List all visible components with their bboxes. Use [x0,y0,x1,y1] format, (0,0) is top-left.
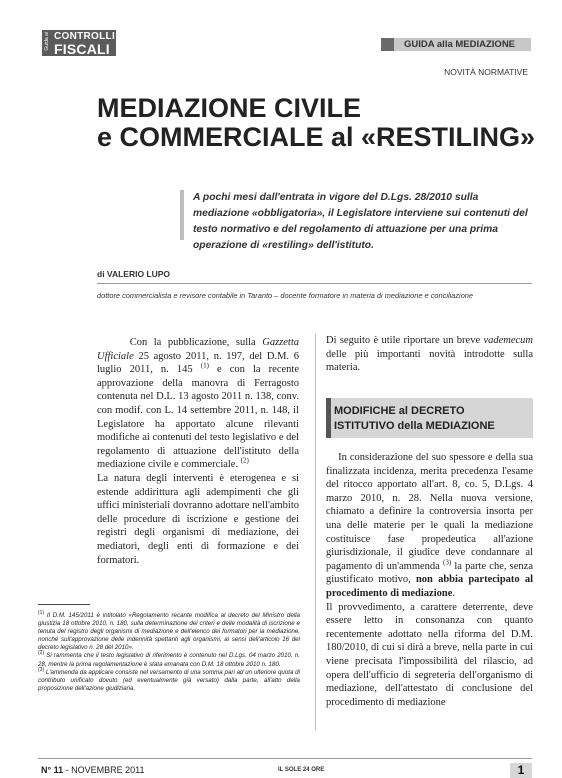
footnote-2: $^{(2)}$ Si rammenta che il testo legislativo di riferimento è contenuto nel D.Lgs. 04 marzo 2010, n. 28, mentre la prima regolamentazione è stata emanata con D.M. 18 ottobre 2010 n. 180. [38,650,300,668]
footnote-3: $^{(3)}$ L'ammenda da applicare consiste nel versamento di una somma pari ad un ulteriore quota di contributo unificato dovuto (ed eventualmente già versato) dalla parte, all'atto della proposizione dell'azione giudiziaria. [38,666,300,692]
article-title-line-1: MEDIAZIONE CIVILE [97,93,362,123]
section-heading: MODIFICHE al DECRETO ISTITUTIVO della MEDIAZIONE [334,405,495,432]
body-paragraph-4: Il provvedimento, a carattere deterrente, deve essere letto in consonanza con quanto recentemente adottato nella riforma del D.M. 180/2010, di cui si dirà a breve, nella parte in cui viene precisata l'impossibilità del rilascio, ad opera dell'ufficio di segreteria dell'organismo di mediazione, dell'attestato di conclusione del procedimento di mediazione [326,601,533,708]
issue-info [41,765,145,775]
column-divider [315,334,316,730]
issue-number: N° 11 [41,765,64,775]
body-paragraph-1: Con la pubblicazione, sulla Gazzetta Ufficiale 25 agosto 2011, n. 197, del D.M. 6 luglio 2011, n. 145 $^{(1)}$ e con la recente approvazione della manovra di Ferragosto contenuta nel D.L. 13 agosto 2011 n. 138, conv. con modif. con L. 14 settembre 2011, n. 148, il Legislatore ha apportato alcune rilevanti modifiche ai contenuti del testo legislativo e del regolamento di attuazione dell'istituto della mediazione civile e commerciale. $^{(2)}$ [97,337,300,471]
body-paragraph-2: La natura degli interventi è eterogenea e si estende addirittura agli adempimenti che gli uffici ministeriali dovranno adottare nell'ambito delle procedure di iscrizione e gestione dei registri degli organismi di mediazione, dei mediatori, degli enti di formazione e dei formatori. [97,472,299,566]
logo-bottom-text: FISCALI [54,41,110,57]
body-column-right [326,451,533,709]
body-column-left [97,336,299,567]
body-paragraph-3: In considerazione del suo spessore e della sua finalizzata incidenza, merita precedenza l'esame del ritocco apportato all'art. 8, co. 5, D.Lgs. 4 marzo 2010, n. 28. Nella nuova versione, chiamato a definire la controversia insorta per una delle materie per le quali la mediazione costituisce fase propedeutica all'azione giurisdizionale, il giudice deve condannare al pagamento di un'ammenda $^{(3)}$ la parte che, senza giustificato motivo, non abbia partecipato al procedimento di mediazione. [326,452,534,599]
publisher-name: IL SOLE 24 ORE [278,767,325,773]
author-rule [97,283,532,284]
bold-emphasis: non abbia partecipato al procedimento di mediazione [326,574,533,599]
issue-date: - NOVEMBRE 2011 [63,765,145,775]
guide-label: GUIDA alla MEDIAZIONE [404,39,516,50]
author-role: dottore commercialista e revisore contabile in Taranto – docente formatore in materia di mediazione e conciliazione [97,291,474,300]
footnote-ref-1[interactable]: (1) [200,361,209,370]
footnote-rule [38,604,90,605]
body-paragraph-vademecum: Di seguito è utile riportare un breve vademecum delle più importanti novità introdotte sulla materia. [326,335,533,374]
article-title-line-2: e COMMERCIALE al «RESTILING» [97,122,536,152]
vademecum-italic: vademecum [483,335,533,346]
lead-accent-bar [180,190,184,240]
section-label: NOVITÀ NORMATIVE [444,67,528,77]
body-column-right-intro [326,334,533,375]
article-lead: A pochi mesi dall'entrata in vigore del D.Lgs. 28/2010 sulla mediazione «obbligatoria», il Legislatore interviene sui contenuti del testo normativo e del regolamento di attuazione per una prima operazione di «restiling» dell'istituto. [193,192,528,251]
footnotes [38,609,300,693]
footnote-ref-3[interactable]: (3) [443,558,452,567]
footnote-ref-2[interactable]: (2) [240,456,249,465]
author-name: di VALERIO LUPO [97,269,171,279]
article-title [97,94,535,152]
logo-side-text: Guida ai [44,32,50,51]
publication-logo [42,30,116,56]
guide-banner-square [381,38,394,51]
logo-top-text: CONTROLLI [54,31,116,42]
footnote-1: $^{(1)}$ Il D.M. 145/2011 è intitolato «Regolamento recante modifica al decreto del Ministro della giustizia 18 ottobre 2010, n. 180, sulla determinazione dei criteri e delle modalità di iscrizione e tenuta del registro degli organismi di mediazione e dell'elenco dei formatori per la mediazione, nonché sull'approvazione delle indennità spettanti agli organismi, ai sensi dell'articolo 16 del decreto legislativo n. 28 del 2010». [38,609,300,652]
page-number: 1 [510,763,532,778]
gazzetta-italic: Gazzetta Ufficiale [97,337,300,362]
footer-rule [38,758,532,759]
